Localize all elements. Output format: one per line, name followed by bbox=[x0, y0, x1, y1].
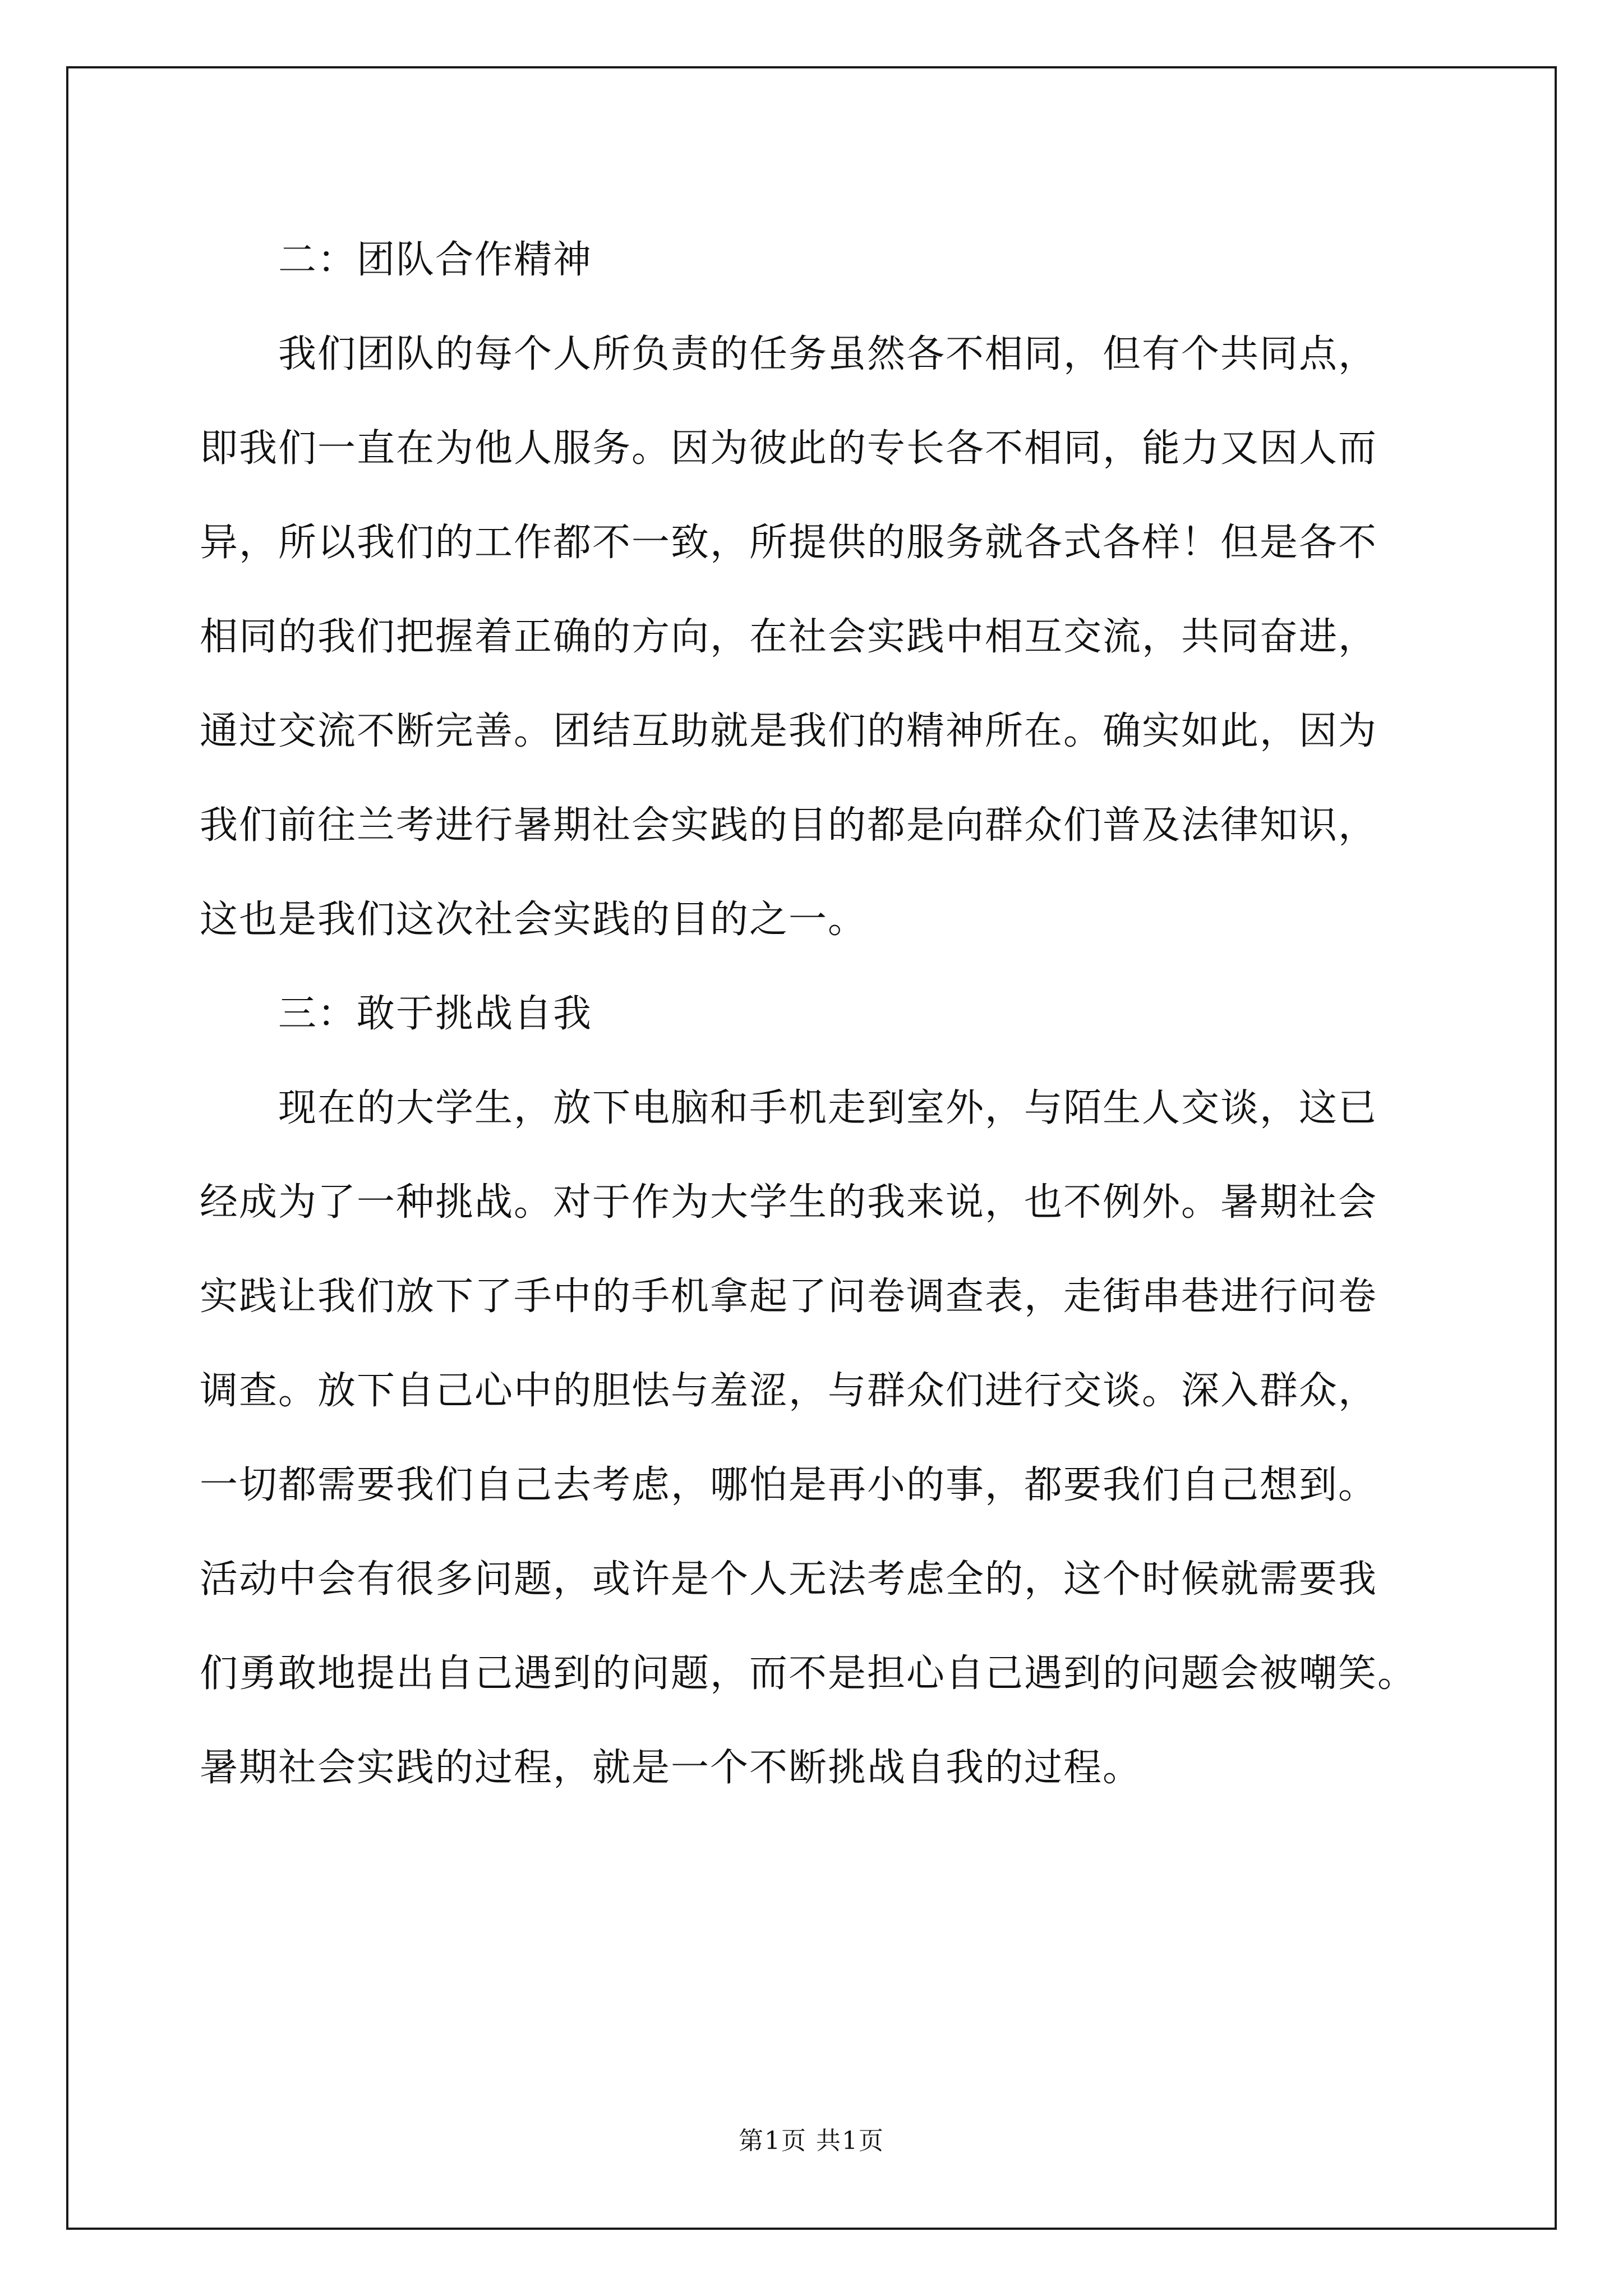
paragraph-line: 我们团队的每个人所负责的任务虽然各不相同，但有个共同点， bbox=[278, 332, 1378, 376]
paragraph-line: 这也是我们这次社会实践的目的之一。 bbox=[200, 898, 868, 942]
paragraph-line: 实践让我们放下了手中的手机拿起了问卷调查表，走街串巷进行问卷 bbox=[200, 1274, 1378, 1319]
paragraph-line: 经成为了一种挑战。对于作为大学生的我来说，也不例外。暑期社会 bbox=[200, 1180, 1378, 1225]
document-body bbox=[200, 213, 1467, 1815]
paragraph-line: 们勇敢地提出自己遇到的问题，而不是担心自己遇到的问题会被嘲笑。 bbox=[200, 1651, 1417, 1696]
paragraph-line: 活动中会有很多问题，或许是个人无法考虑全的，这个时候就需要我 bbox=[200, 1557, 1378, 1602]
paragraph-line: 调查。放下自己心中的胆怯与羞涩，与群众们进行交谈。深入群众， bbox=[200, 1369, 1378, 1413]
paragraph-line: 一切都需要我们自己去考虑，哪怕是再小的事，都要我们自己想到。 bbox=[200, 1463, 1378, 1507]
paragraph-line: 我们前往兰考进行暑期社会实践的目的都是向群众们普及法律知识， bbox=[200, 803, 1378, 848]
paragraph-line: 现在的大学生，放下电脑和手机走到室外，与陌生人交谈，这已 bbox=[278, 1086, 1378, 1130]
paragraph-line: 暑期社会实践的过程，就是一个不断挑战自我的过程。 bbox=[200, 1746, 1142, 1790]
section-heading-challenge: 三：敢于挑战自我 bbox=[278, 992, 593, 1036]
paragraph-line: 即我们一直在为他人服务。因为彼此的专长各不相同，能力又因人而 bbox=[200, 426, 1378, 471]
section-heading-teamwork: 二：团队合作精神 bbox=[278, 238, 593, 282]
paragraph-line: 相同的我们把握着正确的方向，在社会实践中相互交流，共同奋进， bbox=[200, 615, 1378, 659]
page-footer: 第1页 共1页 bbox=[739, 2127, 884, 2155]
paragraph-line: 通过交流不断完善。团结互助就是我们的精神所在。确实如此，因为 bbox=[200, 709, 1378, 753]
paragraph-line: 异，所以我们的工作都不一致，所提供的服务就各式各样！但是各不 bbox=[200, 521, 1378, 565]
